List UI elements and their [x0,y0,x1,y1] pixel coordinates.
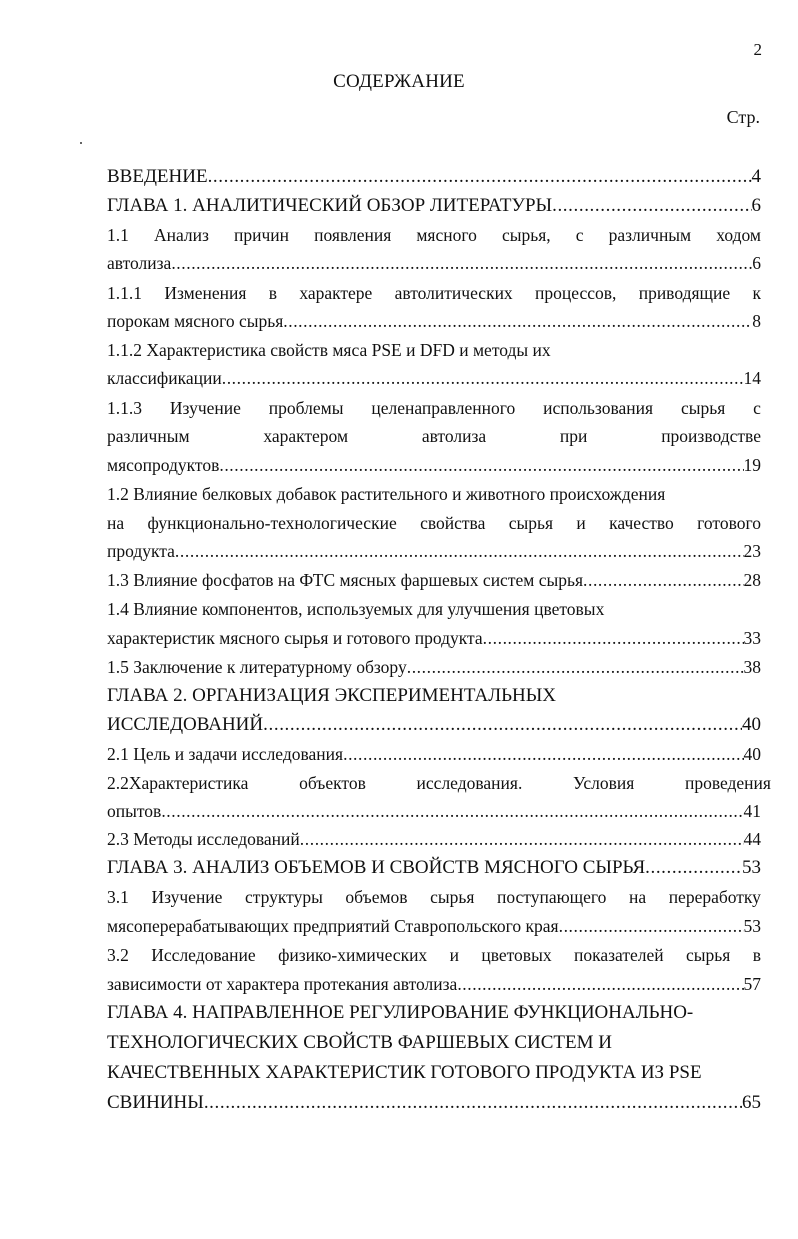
toc-entry-1-2-line2[interactable]: на функционально-технологические свойства сырья и качество готового [107,513,761,533]
toc-page: 4 [751,166,761,187]
toc-entry-1-1-1-line2[interactable]: порокам мясного сырья ..... 8 [107,309,761,333]
toc-page: 53 [742,857,761,878]
toc-entry-1-4-line2[interactable]: характеристик мясного сырья и готового продукта ..... 33 [107,626,761,650]
toc-entry-chapter-4-line3[interactable]: КАЧЕСТВЕННЫХ ХАРАКТЕРИСТИК ГОТОВОГО ПРОДУКТА ИЗ PSE [107,1062,702,1083]
toc-page: 19 [743,455,761,475]
toc-entry-1-5[interactable]: 1.5 Заключение к литературному обзору ..... 38 [107,655,761,679]
toc-entry-1-2-line3[interactable]: продукта ..... 23 [107,539,761,563]
toc-entry-1-3[interactable]: 1.3 Влияние фосфатов на ФТС мясных фаршевых систем сырья ..... 28 [107,568,761,592]
toc-entry-1-1-1-line1[interactable]: 1.1.1 Изменения в характере автолитических процессов, приводящие к [107,283,761,303]
toc-entry-chapter-2-line2[interactable]: ИССЛЕДОВАНИЙ ..... 40 [107,713,761,737]
toc-entry-1-1-line1[interactable]: 1.1 Анализ причин появления мясного сырья, с различным ходом [107,225,761,245]
toc-entry-1-1-3-line2[interactable]: различным характером автолиза при производстве [107,426,761,446]
toc-entry-2-1[interactable]: 2.1 Цель и задачи исследования ..... 40 [107,742,761,766]
toc-entry-1-1-2-line2[interactable]: классификации ..... 14 [107,366,761,390]
toc-entry-1-4-line1[interactable]: 1.4 Влияние компонентов, используемых для улучшения цветовых [107,599,605,619]
toc-entry-1-1-3-line1[interactable]: 1.1.3 Изучение проблемы целенаправленного использования сырья с [107,398,761,418]
toc-entry-3-1-line2[interactable]: мясоперерабатывающих предприятий Ставропольского края ..... 53 [107,914,761,938]
toc-entry-1-2-line1[interactable]: 1.2 Влияние белковых добавок растительного и животного происхождения [107,484,666,504]
toc-page: 14 [743,368,761,388]
toc-title: ГЛАВА 1. АНАЛИТИЧЕСКИЙ ОБЗОР ЛИТЕРАТУРЫ [107,195,553,216]
toc-page: 57 [743,974,761,994]
toc-page: 40 [743,744,761,764]
toc-page: 41 [743,801,761,821]
toc-entry-3-1-line1[interactable]: 3.1 Изучение структуры объемов сырья поступающего на переработку [107,887,761,907]
toc-page: 8 [752,311,761,331]
page-column-label: Стр. [726,107,760,127]
toc-entry-2-2-line1[interactable]: 2.2Характеристика объектов исследования. Условия проведения [107,773,771,793]
toc-page: 38 [743,657,761,677]
toc-title: ВВЕДЕНИЕ [107,166,208,187]
toc-entry-chapter-4-line2[interactable]: ТЕХНОЛОГИЧЕСКИХ СВОЙСТВ ФАРШЕВЫХ СИСТЕМ И [107,1032,612,1053]
toc-entry-3-2-line2[interactable]: зависимости от характера протекания автолиза ..... 57 [107,972,761,996]
scan-speck [80,142,82,144]
toc-entry-2-2-line2[interactable]: опытов ..... 41 [107,799,761,823]
page-title: СОДЕРЖАНИЕ [333,71,465,92]
toc-entry-1-1-2-line1[interactable]: 1.1.2 Характеристика свойств мяса PSE и DFD и методы их [107,340,551,360]
toc-page: 6 [751,195,761,216]
toc-page: 28 [743,570,761,590]
toc-entry-1-1-3-line3[interactable]: мясопродуктов ..... 19 [107,453,761,477]
toc-entry-chapter-4-line1[interactable]: ГЛАВА 4. НАПРАВЛЕННОЕ РЕГУЛИРОВАНИЕ ФУНКЦИОНАЛЬНО- [107,1002,694,1023]
toc-entry-chapter-4-line4[interactable]: СВИНИНЫ ..... 65 [107,1091,761,1115]
page-number: 2 [753,40,762,59]
toc-page: 23 [743,541,761,561]
toc-entry-3-2-line1[interactable]: 3.2 Исследование физико-химических и цветовых показателей сырья в [107,945,761,965]
toc-entry-chapter-3[interactable]: ГЛАВА 3. АНАЛИЗ ОБЪЕМОВ И СВОЙСТВ МЯСНОГО СЫРЬЯ ..... 53 [107,856,761,880]
toc-entry-chapter-1[interactable] [107,194,761,218]
toc-page: 53 [743,916,761,936]
toc-entry-chapter-2-line1[interactable]: ГЛАВА 2. ОРГАНИЗАЦИЯ ЭКСПЕРИМЕНТАЛЬНЫХ [107,685,557,706]
toc-entry-intro[interactable] [107,165,761,189]
toc-entry-1-1-line2[interactable]: автолиза ..... 6 [107,251,761,275]
toc-page: 6 [752,253,761,273]
toc-page: 33 [743,628,761,648]
toc-entry-2-3[interactable]: 2.3 Методы исследований ..... 44 [107,827,761,851]
toc-page: 40 [742,714,761,735]
toc-page: 65 [742,1092,761,1113]
toc-page: 44 [743,829,761,849]
